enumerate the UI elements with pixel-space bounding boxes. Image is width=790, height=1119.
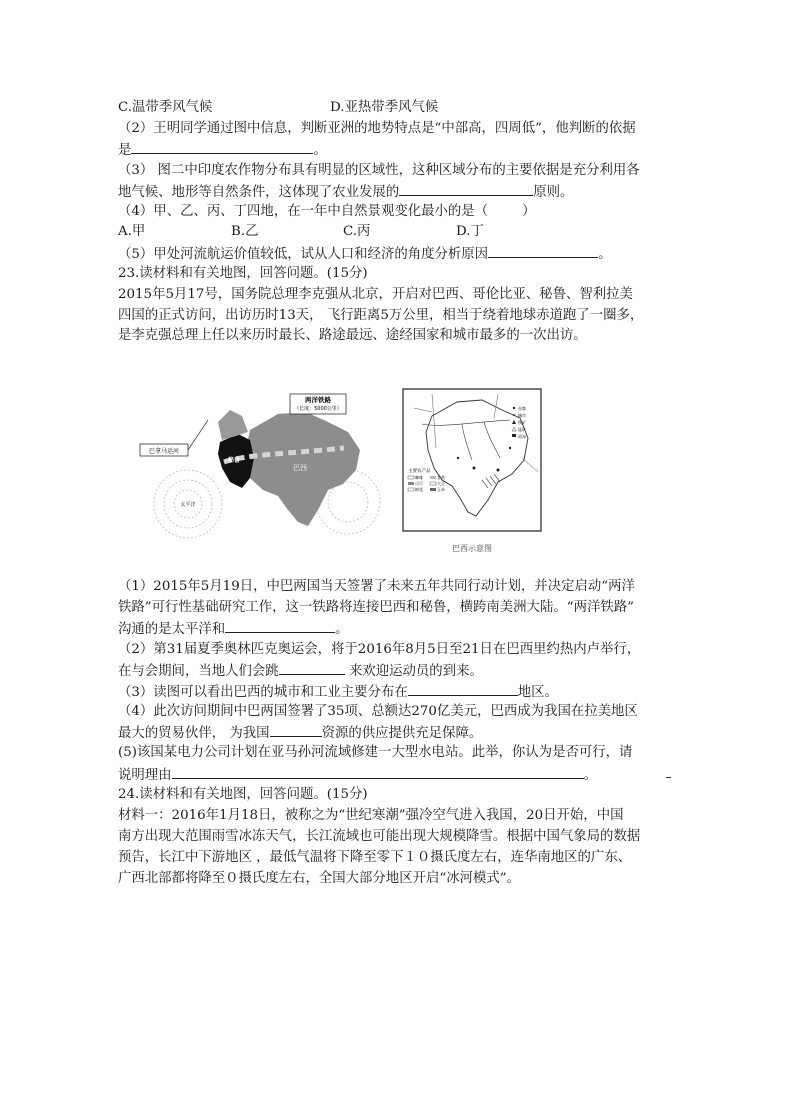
- svg-text:玉米: 玉米: [437, 487, 445, 492]
- svg-text:锰矿: 锰矿: [518, 427, 526, 432]
- answer-blank[interactable]: [270, 722, 322, 737]
- q24-material: 材料一：2016年1月18日，被称之为“世纪寒潮”强冷空气进入我国，20日开始，中国: [118, 808, 624, 823]
- svg-text:可可: 可可: [415, 481, 423, 486]
- q23-1-line: （1）2015年5月19日，中巴两国当天签署了未来五年共同行动计划，并决定启动“两洋: [118, 579, 635, 594]
- svg-text:棉花: 棉花: [415, 487, 423, 492]
- answer-blank[interactable]: [131, 139, 313, 154]
- panama-label: 巴拿马运河: [148, 448, 180, 455]
- stray-dash: [666, 777, 671, 778]
- q23-1-line-3: 沟通的是太平洋和 。: [118, 618, 349, 640]
- svg-text:原油: 原油: [518, 434, 526, 439]
- option-d: D.亚热带季风气候: [330, 100, 439, 115]
- q23-5-line-2: 说明理由 。: [118, 764, 597, 786]
- q22-4-line: （4）甲、乙、丙、丁四地，在一年中自然景观变化最小的是（ ）: [118, 204, 536, 219]
- svg-text:首都: 首都: [518, 406, 526, 411]
- legend-title: 主要农产品: [408, 469, 431, 474]
- answer-blank[interactable]: [225, 618, 335, 633]
- railway-label: 两洋铁路: [305, 396, 331, 404]
- q23-material: 四国的正式访问，出访历时13天， 飞行距离5万公里，相当于绕着地球赤道跑了一圈多，: [118, 308, 644, 323]
- two-ocean-railway-map: [138, 392, 388, 542]
- q22-3-line-2: 地气候、地形等自然条件，这体现了农业发展的 原则。: [118, 181, 573, 203]
- q23-heading: 23.读材料和有关地图，回答问题。(15分): [118, 266, 368, 281]
- q22-3-line: （3） 图二中印度农作物分布具有明显的区域性，这种区域分布的主要依据是充分利用各: [118, 163, 640, 178]
- q22-4-options: [118, 222, 484, 242]
- option-d: D.丁: [456, 224, 484, 239]
- option-b: B.乙: [231, 224, 259, 239]
- svg-text:咖啡: 咖啡: [415, 475, 423, 480]
- answer-blank[interactable]: [399, 181, 533, 196]
- option-c: C.丙: [343, 224, 371, 239]
- answer-blank[interactable]: [279, 660, 345, 675]
- peru-label: 秘鲁: [227, 457, 241, 464]
- q22-2-answer-line: 是 。: [118, 139, 327, 161]
- svg-text:大豆: 大豆: [437, 481, 445, 486]
- svg-text:甘蔗: 甘蔗: [437, 475, 445, 480]
- q23-2-line-2: 在与会期间，当地人们会跳 来欢迎运动员的到来。: [118, 660, 483, 682]
- railway-length: （长度：5000公里）: [294, 406, 342, 412]
- q23-5-line: (5)该国某电力公司计划在亚马孙河流域修建一大型水电站。此举，你认为是否可行，请: [118, 745, 633, 760]
- q23-4-line: （4）此次访问期间中巴两国签署了35项、总额达270亿美元，巴西成为我国在拉美地区: [118, 704, 638, 719]
- q23-3-line: （3）读图可以看出巴西的城市和工业主要分布在 地区。: [118, 681, 558, 703]
- answer-blank[interactable]: [172, 764, 584, 779]
- option-line-cd: [118, 98, 439, 118]
- answer-blank[interactable]: [408, 681, 518, 696]
- answer-blank[interactable]: [488, 243, 598, 258]
- brazil-label: 巴西: [293, 464, 307, 472]
- q23-material: 是李克强总理上任以来历时最长、路途最远、途经国家和城市最多的一次出访。: [118, 328, 587, 343]
- q24-material: 预告，长江中下游地区 ，最低气温将下降至零下１０摄氏度左右，连华南地区的广东、: [118, 850, 632, 865]
- q24-material: 广西北部都将降至０摄氏度左右，全国大部分地区开启“冰河模式”。: [118, 871, 521, 886]
- q24-heading: 24.读材料和有关地图，回答问题。(15分): [118, 787, 368, 802]
- q22-2-line: （2）王明同学通过图中信息，判断亚洲的地势特点是“中部高，四周低”，他判断的依据: [118, 121, 636, 136]
- q22-5-line: （5）甲处河流航运价值较低，试从人口和经济的角度分析原因 。: [118, 243, 611, 265]
- q23-2-line: （2）第31届夏季奥林匹克奥运会，将于2016年8月5日至21日在巴西里约热内卢举行，: [118, 642, 641, 657]
- brazil-map-caption: 巴西示意图: [452, 544, 492, 553]
- svg-text:城市: 城市: [518, 413, 526, 418]
- colombia-shape: [218, 410, 248, 440]
- brazil-sketch-map: [402, 388, 542, 532]
- q23-1-line-2: 铁路”可行性基础研究工作，这一铁路将连接巴西和秘鲁，横跨南美洲大陆。“两洋铁路”: [118, 600, 634, 615]
- q24-material: 南方出现大范围雨雪冰冻天气，长江流域也可能出现大规模降雪。根据中国气象局的数据: [118, 829, 641, 844]
- option-a: A.甲: [118, 224, 146, 239]
- q23-material: 2015年5月17号，国务院总理李克强从北京，开启对巴西、哥伦比亚、秘鲁、智利拉美: [118, 287, 633, 302]
- pacific-label: 太平洋: [180, 502, 196, 508]
- option-c: C.温带季风气候: [118, 100, 213, 115]
- svg-text:铁矿: 铁矿: [518, 420, 526, 425]
- q23-4-line-2: 最大的贸易伙伴， 为我国 资源的供应提供充足保障。: [118, 722, 482, 744]
